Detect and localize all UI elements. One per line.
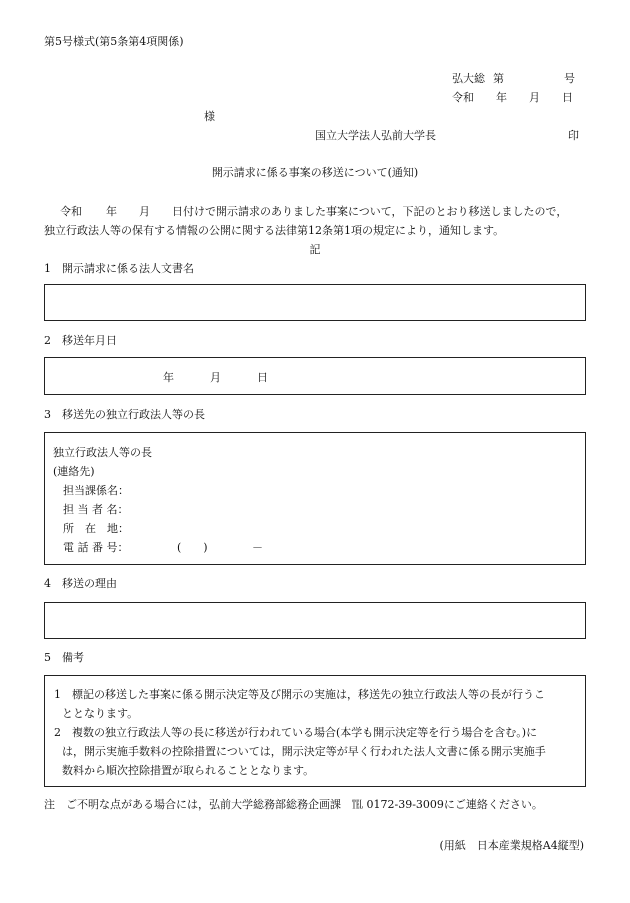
phone-area-code: ( ) [177,541,208,554]
person-field-label: 担 当 者 名： [63,503,129,516]
section-2-label: 2 移送年月日 [44,334,117,347]
section-3-label: 3 移送先の独立行政法人等の長 [44,408,205,421]
body-line-1: 令和 年 月 日付けで開示請求のありました事案について，下記のとおり移送しましたので， [60,205,568,218]
address-field-label: 所 在 地： [63,522,129,535]
contact-note: 注 ご不明な点がある場合には，弘前大学総務部総務企画課 ℡ 0172-39-3009にご連絡ください。 [44,798,543,811]
note-2-line-3: 数料から順次控除措置が取られることとなります。 [62,764,315,777]
note-2-line-1: 2 複数の独立行政法人等の長に移送が行われている場合(本学も開示決定等を行う場合を含む。)に [54,726,538,739]
paper-size-note: (用紙 日本産業規格A4縦型) [439,839,584,852]
transfer-date-fields: 年 月 日 [163,371,268,384]
ki-heading: 記 [309,243,321,256]
destination-box [44,432,586,565]
dept-field-label: 担当課係名： [63,484,129,497]
section-5-label: 5 備考 [44,651,84,664]
body-line-2: 独立行政法人等の保有する情報の公開に関する法律第12条第1項の規定により，通知します。 [44,224,505,237]
section-4-label: 4 移送の理由 [44,577,117,590]
contact-label: (連絡先) [53,465,95,478]
remarks-box [44,675,586,787]
transfer-date-box [44,357,586,395]
section-1-label: 1 開示請求に係る法人文書名 [44,262,194,275]
note-2-line-2: は，開示実施手数料の控除措置については，開示決定等が早く行われた法人文書に係る開示実施手 [62,745,546,758]
addressee: 様 [204,110,215,123]
document-title: 開示請求に係る事案の移送について(通知) [211,166,419,179]
sender-name: 国立大学法人弘前大学長 [315,129,436,142]
form-number-label: 第5号様式(第5条第4項関係) [44,35,184,48]
document-name-box [44,284,586,321]
issue-date: 令和 年 月 日 [452,91,573,104]
note-1-line-2: ととなります。 [62,707,139,720]
note-1-line-1: 1 標記の移送した事案に係る開示決定等及び開示の実施は，移送先の独立行政法人等の長が行うこ [54,688,545,701]
seal-mark: 印 [568,129,579,142]
phone-field-label: 電 話 番 号： [63,541,129,554]
reference-number: 弘大総 第 号 [452,72,575,85]
destination-head: 独立行政法人等の長 [53,446,152,459]
phone-dash: － [252,541,263,554]
reason-box [44,602,586,639]
